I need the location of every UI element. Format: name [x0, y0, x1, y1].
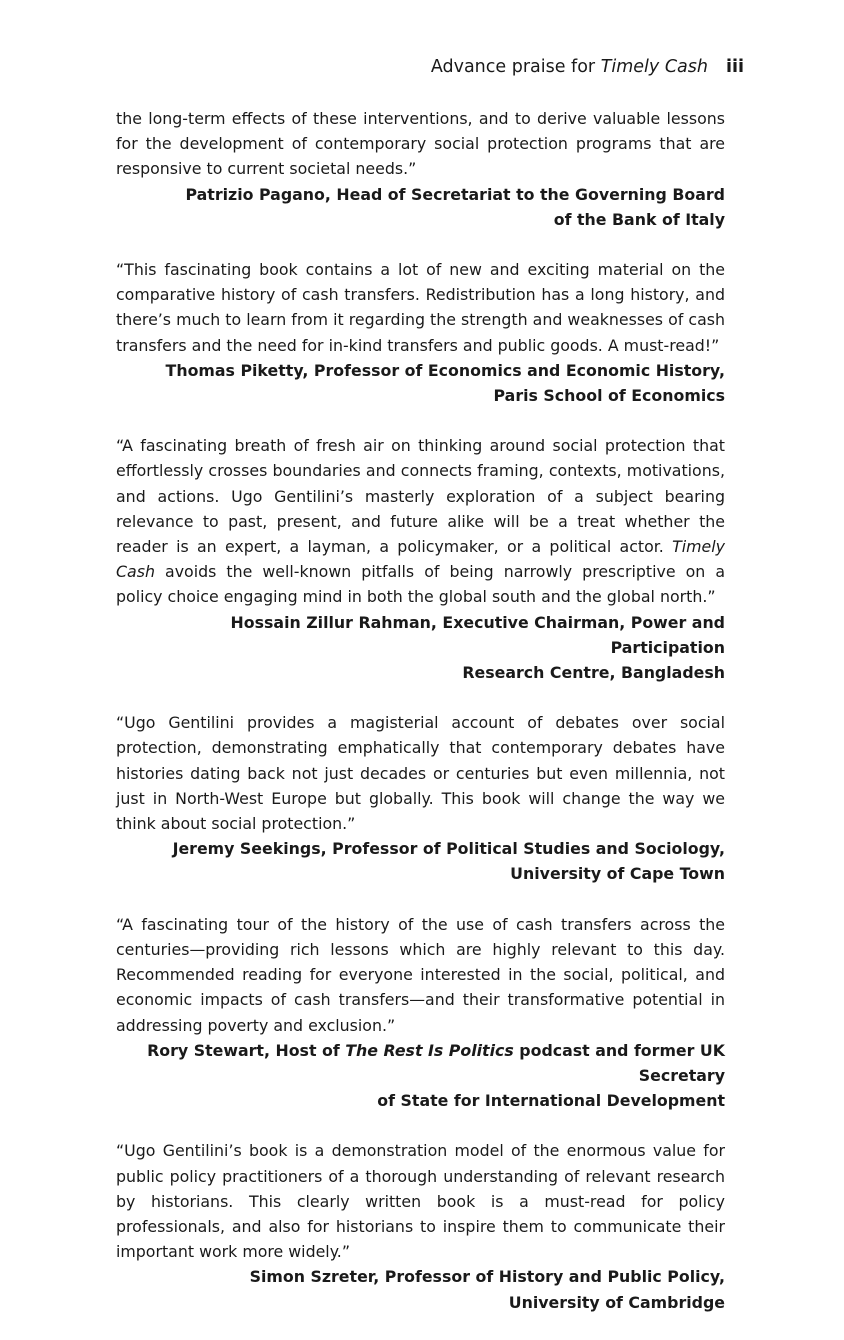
endorsements [116, 106, 725, 1340]
endorsement-quote: the long-term effects of these interventions, and to derive valuable lessons for the development of contemporary social protection programs that are responsive to current societal needs.” [116, 109, 725, 179]
endorsement-szreter [116, 1138, 725, 1314]
attribution-line: Patrizio Pagano, Head of Secretariat to the Governing Board [185, 184, 725, 204]
attribution-text: podcast and former UK Secretary [513, 1040, 725, 1085]
endorsement-attribution [116, 836, 725, 886]
attribution-line: Paris School of Economics [493, 386, 725, 406]
attribution-line: University of Cape Town [510, 864, 725, 884]
endorsement-quote: “Ugo Gentilini’s book is a demonstration model of the enormous value for public policy practitioners of a thorough understanding of relevant research by historians. This clearly written book is a must-read for policy professionals, and also for historians to inspire them to communicate their important work more widely.” [116, 1141, 725, 1262]
endorsement-pagano [116, 106, 725, 232]
endorsement-attribution [116, 358, 725, 408]
endorsement-attribution [116, 610, 725, 686]
podcast-title: The Rest Is Politics [345, 1040, 514, 1060]
attribution-line: of State for International Development [377, 1091, 725, 1111]
attribution-line: Simon Szreter, Professor of History and Public Policy, [249, 1267, 725, 1287]
endorsement-stewart [116, 912, 725, 1114]
attribution-line: Thomas Piketty, Professor of Economics and Economic History, [165, 360, 725, 380]
page-number: iii [726, 57, 744, 77]
endorsement-quote: “A fascinating tour of the history of the use of cash transfers across the centuries—providing rich lessons which are highly relevant to this day. Recommended reading for everyone interested in the social, political, and economic impacts of cash transfers—and their transformative potential in addressing poverty and exclusion.” [116, 914, 725, 1035]
attribution-text: Rory Stewart, Host of [147, 1040, 346, 1060]
quote-text: avoids the well-known pitfalls of being narrowly prescriptive on a policy choice engaging mind in both the global south and the global north.” [116, 562, 725, 607]
endorsement-quote: “This fascinating book contains a lot of new and exciting material on the comparative history of cash transfers. Redistribution has a long history, and there’s much to learn from it regarding the strength and weaknesses of cash transfers and the need for in-kind transfers and public goods. A must-read!” [116, 260, 725, 355]
running-header [431, 56, 744, 78]
attribution-line: Hossain Zillur Rahman, Executive Chairman, Power and Participation [230, 612, 725, 657]
attribution-line: of the Bank of Italy [553, 209, 725, 229]
attribution-line: Research Centre, Bangladesh [462, 663, 725, 683]
endorsement-seekings [116, 710, 725, 886]
attribution-line: Jeremy Seekings, Professor of Political Studies and Sociology, [172, 839, 725, 859]
endorsement-quote [116, 433, 725, 609]
endorsement-piketty [116, 257, 725, 408]
quote-text: “A fascinating breath of fresh air on thinking around social protection that effortlessly crosses boundaries and connects framing, contexts, motivations, and actions. Ugo Gentilini’s masterly exploration of a subject bearing relevance to past, present, and future alike will be a treat whether the reader is an expert, a layman, a policymaker, or a political actor. [116, 436, 725, 557]
quote-book-title: Timely Cash [116, 537, 725, 582]
attribution-line: University of Cambridge [508, 1292, 725, 1312]
endorsement-attribution [116, 1038, 725, 1114]
endorsement-attribution [116, 182, 725, 232]
header-prefix: Advance praise for [430, 57, 601, 77]
endorsement-rahman [116, 433, 725, 685]
endorsement-quote: “Ugo Gentilini provides a magisterial account of debates over social protection, demonstrating emphatically that contemporary debates have histories dating back not just decades or centuries but even millennia, not just in North-West Europe but globally. This book will change the way we think about social protection.” [116, 713, 725, 834]
header-book-title: Timely Cash [600, 57, 708, 77]
